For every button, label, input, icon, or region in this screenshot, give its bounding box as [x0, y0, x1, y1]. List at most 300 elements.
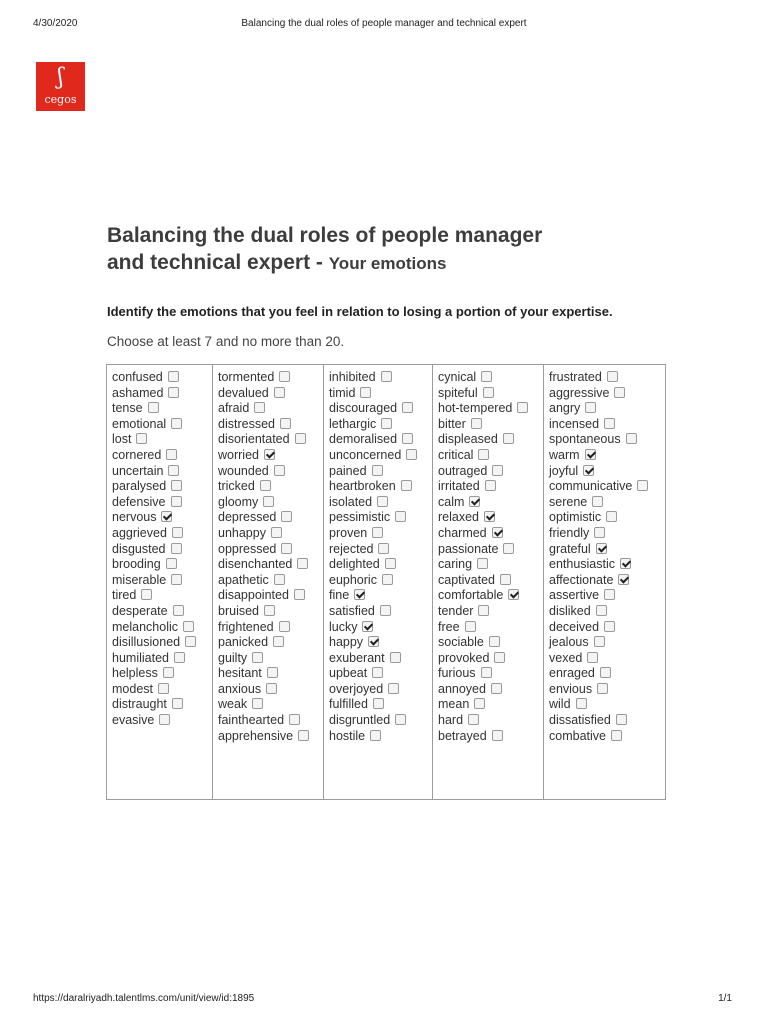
emotion-option[interactable]: [329, 713, 428, 729]
emotion-option[interactable]: [218, 386, 319, 402]
checkbox[interactable]: [254, 402, 265, 413]
emotion-option[interactable]: [438, 386, 539, 402]
emotion-label: grateful: [549, 541, 591, 556]
emotion-option[interactable]: [438, 604, 539, 620]
checkbox[interactable]: [295, 433, 306, 444]
emotion-option[interactable]: [549, 697, 661, 713]
emotion-label: satisfied: [329, 603, 375, 618]
emotion-option[interactable]: [438, 542, 539, 558]
emotion-option[interactable]: [112, 417, 208, 433]
checkbox[interactable]: [388, 683, 399, 694]
checkbox[interactable]: [483, 387, 494, 398]
cegos-logo: [36, 62, 85, 111]
emotion-label: captivated: [438, 572, 495, 587]
emotion-label: furious: [438, 666, 476, 681]
checkbox[interactable]: [491, 683, 502, 694]
checkbox[interactable]: [264, 605, 275, 616]
checkbox[interactable]: [141, 589, 152, 600]
emotion-option[interactable]: [218, 620, 319, 636]
checkbox[interactable]: [171, 418, 182, 429]
emotion-option[interactable]: [112, 635, 208, 651]
emotion-option[interactable]: [549, 448, 661, 464]
emotion-option[interactable]: [438, 682, 539, 698]
emotion-option[interactable]: [549, 588, 661, 604]
checkbox[interactable]: [395, 511, 406, 522]
emotion-label: apathetic: [218, 572, 269, 587]
emotion-option[interactable]: [549, 526, 661, 542]
checkbox[interactable]: [294, 589, 305, 600]
checkbox[interactable]: [587, 652, 598, 663]
emotion-option[interactable]: [329, 729, 428, 745]
checkbox[interactable]: [492, 730, 503, 741]
checkbox[interactable]: [468, 714, 479, 725]
emotion-option[interactable]: [329, 697, 428, 713]
emotion-option[interactable]: [112, 697, 208, 713]
checkbox[interactable]: [380, 605, 391, 616]
emotion-option[interactable]: [549, 651, 661, 667]
emotion-option[interactable]: [438, 620, 539, 636]
emotion-label: lethargic: [329, 416, 377, 431]
emotion-option[interactable]: [112, 604, 208, 620]
checkbox[interactable]: [171, 574, 182, 585]
emotion-option[interactable]: [549, 495, 661, 511]
checkbox[interactable]: [596, 605, 607, 616]
emotion-option[interactable]: [112, 448, 208, 464]
emotion-option[interactable]: [329, 495, 428, 511]
emotion-option[interactable]: [112, 573, 208, 589]
emotion-option[interactable]: [438, 713, 539, 729]
emotion-option[interactable]: [218, 573, 319, 589]
emotion-option[interactable]: [218, 697, 319, 713]
emotion-option[interactable]: [549, 464, 661, 480]
checkbox[interactable]: [372, 667, 383, 678]
checkbox[interactable]: [260, 480, 271, 491]
checkbox[interactable]: [158, 683, 169, 694]
checkbox[interactable]: [372, 527, 383, 538]
checkbox[interactable]: [172, 698, 183, 709]
checkbox[interactable]: [492, 465, 503, 476]
checkbox[interactable]: [372, 465, 383, 476]
emotion-option[interactable]: [438, 573, 539, 589]
emotion-label: disgusted: [112, 541, 166, 556]
checkbox[interactable]: [279, 371, 290, 382]
checkbox[interactable]: [401, 480, 412, 491]
emotion-column-5: [544, 365, 665, 799]
emotion-label: brooding: [112, 557, 161, 572]
emotion-label: miserable: [112, 572, 167, 587]
emotion-label: lucky: [329, 619, 358, 634]
checkbox[interactable]: [477, 558, 488, 569]
emotion-option[interactable]: [438, 651, 539, 667]
emotion-option[interactable]: [438, 666, 539, 682]
emotion-option[interactable]: [329, 464, 428, 480]
emotion-option[interactable]: [329, 417, 428, 433]
emotion-label: fainthearted: [218, 713, 285, 728]
emotion-option[interactable]: [218, 464, 319, 480]
emotion-label: comfortable: [438, 588, 504, 603]
checkbox[interactable]: [168, 465, 179, 476]
emotion-label: provoked: [438, 650, 490, 665]
emotion-option[interactable]: [438, 432, 539, 448]
checkbox[interactable]: [465, 621, 476, 632]
emotion-option[interactable]: [329, 635, 428, 651]
emotion-label: mean: [438, 697, 470, 712]
checkbox[interactable]: [576, 698, 587, 709]
emotion-option[interactable]: [549, 713, 661, 729]
emotion-option[interactable]: [329, 651, 428, 667]
emotion-option[interactable]: [112, 432, 208, 448]
emotion-label: happy: [329, 635, 364, 650]
emotion-option[interactable]: [329, 604, 428, 620]
print-date: 4/30/2020: [33, 18, 78, 29]
checkbox[interactable]: [172, 527, 183, 538]
emotion-label: aggressive: [549, 385, 610, 400]
checkbox-checked[interactable]: [596, 543, 607, 554]
emotion-label: pained: [329, 463, 367, 478]
checkbox-checked[interactable]: [161, 511, 172, 522]
checkbox[interactable]: [637, 480, 648, 491]
emotion-option[interactable]: [329, 432, 428, 448]
emotion-label: confused: [112, 370, 163, 384]
emotion-option[interactable]: [329, 386, 428, 402]
emotion-option[interactable]: [329, 370, 428, 386]
checkbox[interactable]: [171, 480, 182, 491]
emotion-label: vexed: [549, 650, 583, 665]
emotion-option[interactable]: [329, 682, 428, 698]
checkbox[interactable]: [594, 636, 605, 647]
emotion-label: wild: [549, 697, 571, 712]
emotion-option[interactable]: [549, 386, 661, 402]
checkbox[interactable]: [377, 496, 388, 507]
checkbox[interactable]: [402, 402, 413, 413]
checkbox[interactable]: [585, 402, 596, 413]
emotion-option[interactable]: [218, 713, 319, 729]
emotion-label: rejected: [329, 541, 374, 556]
emotion-option[interactable]: [218, 526, 319, 542]
emotion-option[interactable]: [112, 526, 208, 542]
checkbox-checked[interactable]: [362, 621, 373, 632]
checkbox[interactable]: [281, 511, 292, 522]
checkbox-checked[interactable]: [620, 558, 631, 569]
checkbox[interactable]: [370, 730, 381, 741]
emotion-label: sociable: [438, 635, 484, 650]
emotion-option[interactable]: [329, 666, 428, 682]
checkbox-checked[interactable]: [585, 449, 596, 460]
checkbox[interactable]: [606, 511, 617, 522]
checkbox[interactable]: [594, 527, 605, 538]
emotion-option[interactable]: [438, 729, 539, 745]
emotion-option[interactable]: [438, 635, 539, 651]
emotion-label: irritated: [438, 479, 480, 494]
emotion-option[interactable]: [329, 526, 428, 542]
emotion-option[interactable]: [218, 432, 319, 448]
emotion-label: dissatisfied: [549, 713, 611, 728]
checkbox[interactable]: [478, 605, 489, 616]
emotion-option[interactable]: [112, 542, 208, 558]
emotion-option[interactable]: [438, 448, 539, 464]
emotion-option[interactable]: [549, 604, 661, 620]
checkbox[interactable]: [271, 527, 282, 538]
emotion-label: aggrieved: [112, 525, 167, 540]
emotion-label: nervous: [112, 510, 157, 525]
emotion-label: tense: [112, 401, 143, 416]
emotion-label: tender: [438, 603, 474, 618]
emotion-label: combative: [549, 728, 606, 743]
checkbox[interactable]: [274, 465, 285, 476]
emotion-label: paralysed: [112, 479, 167, 494]
emotion-label: worried: [218, 447, 259, 462]
emotion-option[interactable]: [438, 417, 539, 433]
emotion-label: heartbroken: [329, 479, 396, 494]
emotion-label: charmed: [438, 525, 487, 540]
emotion-option[interactable]: [329, 448, 428, 464]
emotion-option[interactable]: [549, 620, 661, 636]
emotion-label: gloomy: [218, 494, 259, 509]
emotion-option[interactable]: [218, 682, 319, 698]
emotion-option[interactable]: [549, 557, 661, 573]
emotion-option[interactable]: [112, 510, 208, 526]
checkbox[interactable]: [185, 636, 196, 647]
checkbox[interactable]: [298, 730, 309, 741]
emotion-option[interactable]: [218, 651, 319, 667]
checkbox[interactable]: [289, 714, 300, 725]
checkbox[interactable]: [471, 418, 482, 429]
emotion-option[interactable]: [549, 417, 661, 433]
emotion-option[interactable]: [329, 510, 428, 526]
checkbox[interactable]: [485, 480, 496, 491]
checkbox[interactable]: [163, 667, 174, 678]
checkbox[interactable]: [592, 496, 603, 507]
checkbox[interactable]: [626, 433, 637, 444]
emotion-label: defensive: [112, 494, 166, 509]
cegos-logo-icon: ʃ: [57, 65, 64, 90]
checkbox[interactable]: [166, 449, 177, 460]
checkbox[interactable]: [280, 418, 291, 429]
emotion-option[interactable]: [329, 573, 428, 589]
emotion-option[interactable]: [218, 604, 319, 620]
checkbox[interactable]: [382, 574, 393, 585]
checkbox[interactable]: [395, 714, 406, 725]
emotion-label: bruised: [218, 603, 259, 618]
checkbox[interactable]: [174, 652, 185, 663]
checkbox[interactable]: [614, 387, 625, 398]
emotion-option[interactable]: [438, 510, 539, 526]
checkbox-checked[interactable]: [508, 589, 519, 600]
checkbox[interactable]: [494, 652, 505, 663]
checkbox-checked[interactable]: [492, 527, 503, 538]
checkbox[interactable]: [168, 371, 179, 382]
emotion-option[interactable]: [218, 370, 319, 386]
emotion-option[interactable]: [438, 401, 539, 417]
checkbox[interactable]: [381, 418, 392, 429]
emotion-option[interactable]: [218, 542, 319, 558]
emotion-option[interactable]: [549, 432, 661, 448]
checkbox[interactable]: [373, 698, 384, 709]
checkbox[interactable]: [604, 621, 615, 632]
emotion-option[interactable]: [438, 495, 539, 511]
checkbox[interactable]: [263, 496, 274, 507]
checkbox[interactable]: [168, 387, 179, 398]
title-line-1: Balancing the dual roles of people manager: [107, 224, 543, 247]
emotion-option[interactable]: [438, 588, 539, 604]
emotion-label: communicative: [549, 479, 633, 494]
choose-hint: Choose at least 7 and no more than 20.: [107, 334, 345, 349]
checkbox[interactable]: [481, 371, 492, 382]
checkbox[interactable]: [500, 574, 511, 585]
emotion-label: serene: [549, 494, 588, 509]
emotion-option[interactable]: [329, 479, 428, 495]
checkbox[interactable]: [474, 698, 485, 709]
checkbox[interactable]: [266, 683, 277, 694]
checkbox[interactable]: [604, 589, 615, 600]
emotion-option[interactable]: [549, 635, 661, 651]
emotion-label: calm: [438, 494, 465, 509]
checkbox[interactable]: [481, 667, 492, 678]
checkbox[interactable]: [297, 558, 308, 569]
emotion-option[interactable]: [438, 526, 539, 542]
emotion-option[interactable]: [329, 401, 428, 417]
emotion-option[interactable]: [218, 510, 319, 526]
emotion-option[interactable]: [549, 479, 661, 495]
emotion-option[interactable]: [329, 588, 428, 604]
checkbox-checked[interactable]: [469, 496, 480, 507]
checkbox[interactable]: [611, 730, 622, 741]
emotion-option[interactable]: [549, 666, 661, 682]
checkbox[interactable]: [406, 449, 417, 460]
checkbox[interactable]: [252, 698, 263, 709]
checkbox[interactable]: [385, 558, 396, 569]
emotion-option[interactable]: [218, 417, 319, 433]
emotion-label: enraged: [549, 666, 595, 681]
emotion-option[interactable]: [438, 557, 539, 573]
emotion-option[interactable]: [549, 401, 661, 417]
checkbox-checked[interactable]: [354, 589, 365, 600]
emotion-option[interactable]: [438, 697, 539, 713]
emotion-option[interactable]: [112, 479, 208, 495]
emotion-option[interactable]: [112, 588, 208, 604]
emotion-option[interactable]: [112, 666, 208, 682]
emotion-option[interactable]: [112, 682, 208, 698]
emotion-label: tricked: [218, 479, 255, 494]
emotion-option[interactable]: [218, 401, 319, 417]
emotion-label: oppressed: [218, 541, 277, 556]
emotion-option[interactable]: [112, 651, 208, 667]
emotion-option[interactable]: [112, 401, 208, 417]
checkbox[interactable]: [616, 714, 627, 725]
checkbox[interactable]: [607, 371, 618, 382]
emotion-option[interactable]: [549, 510, 661, 526]
checkbox[interactable]: [604, 418, 615, 429]
checkbox[interactable]: [274, 574, 285, 585]
emotion-option[interactable]: [549, 542, 661, 558]
checkbox[interactable]: [267, 667, 278, 678]
checkbox[interactable]: [478, 449, 489, 460]
checkbox[interactable]: [503, 433, 514, 444]
checkbox[interactable]: [378, 543, 389, 554]
emotion-option[interactable]: [112, 464, 208, 480]
checkbox[interactable]: [281, 543, 292, 554]
emotion-option[interactable]: [218, 448, 319, 464]
checkbox[interactable]: [171, 543, 182, 554]
emotion-option[interactable]: [218, 479, 319, 495]
checkbox[interactable]: [252, 652, 263, 663]
emotion-option[interactable]: [438, 370, 539, 386]
emotion-label: cornered: [112, 447, 162, 462]
checkbox[interactable]: [171, 496, 182, 507]
checkbox[interactable]: [173, 605, 184, 616]
checkbox[interactable]: [402, 433, 413, 444]
emotion-column-4: [433, 365, 544, 799]
emotion-option[interactable]: [329, 557, 428, 573]
checkbox[interactable]: [489, 636, 500, 647]
checkbox[interactable]: [279, 621, 290, 632]
checkbox-checked[interactable]: [264, 449, 275, 460]
emotion-label: devalued: [218, 385, 269, 400]
checkbox[interactable]: [517, 402, 528, 413]
checkbox[interactable]: [390, 652, 401, 663]
emotion-label: hostile: [329, 728, 366, 743]
emotion-option[interactable]: [218, 729, 319, 745]
checkbox[interactable]: [503, 543, 514, 554]
instruction-text: Identify the emotions that you feel in relation to losing a portion of your expertise.: [107, 304, 613, 319]
emotion-option[interactable]: [549, 573, 661, 589]
emotion-option[interactable]: [112, 370, 208, 386]
checkbox[interactable]: [273, 636, 284, 647]
checkbox[interactable]: [159, 714, 170, 725]
emotion-option[interactable]: [218, 495, 319, 511]
emotion-option[interactable]: [218, 666, 319, 682]
checkbox[interactable]: [597, 683, 608, 694]
checkbox[interactable]: [600, 667, 611, 678]
emotion-option[interactable]: [438, 464, 539, 480]
checkbox[interactable]: [360, 387, 371, 398]
checkbox[interactable]: [274, 387, 285, 398]
emotion-option[interactable]: [112, 713, 208, 729]
checkbox-checked[interactable]: [583, 465, 594, 476]
emotion-label: proven: [329, 525, 368, 540]
emotion-option[interactable]: [218, 557, 319, 573]
checkbox[interactable]: [136, 433, 147, 444]
checkbox[interactable]: [148, 402, 159, 413]
emotion-option[interactable]: [112, 620, 208, 636]
emotion-option[interactable]: [112, 386, 208, 402]
checkbox[interactable]: [183, 621, 194, 632]
emotion-label: free: [438, 619, 460, 634]
emotion-option[interactable]: [112, 495, 208, 511]
emotion-option[interactable]: [549, 370, 661, 386]
emotion-option[interactable]: [329, 542, 428, 558]
emotion-label: anxious: [218, 681, 262, 696]
emotion-option[interactable]: [218, 635, 319, 651]
emotion-option[interactable]: [549, 682, 661, 698]
emotion-option[interactable]: [438, 479, 539, 495]
emotion-option[interactable]: [112, 557, 208, 573]
emotion-label: disenchanted: [218, 557, 293, 572]
emotion-label: frightened: [218, 619, 274, 634]
emotion-option[interactable]: [549, 729, 661, 745]
checkbox-checked[interactable]: [484, 511, 495, 522]
emotion-label: helpless: [112, 666, 158, 681]
checkbox[interactable]: [381, 371, 392, 382]
emotion-option[interactable]: [329, 620, 428, 636]
emotion-label: fine: [329, 588, 350, 603]
checkbox-checked[interactable]: [368, 636, 379, 647]
emotion-label: envious: [549, 681, 593, 696]
emotion-label: warm: [549, 447, 580, 462]
checkbox-checked[interactable]: [618, 574, 629, 585]
emotion-option[interactable]: [218, 588, 319, 604]
checkbox[interactable]: [166, 558, 177, 569]
